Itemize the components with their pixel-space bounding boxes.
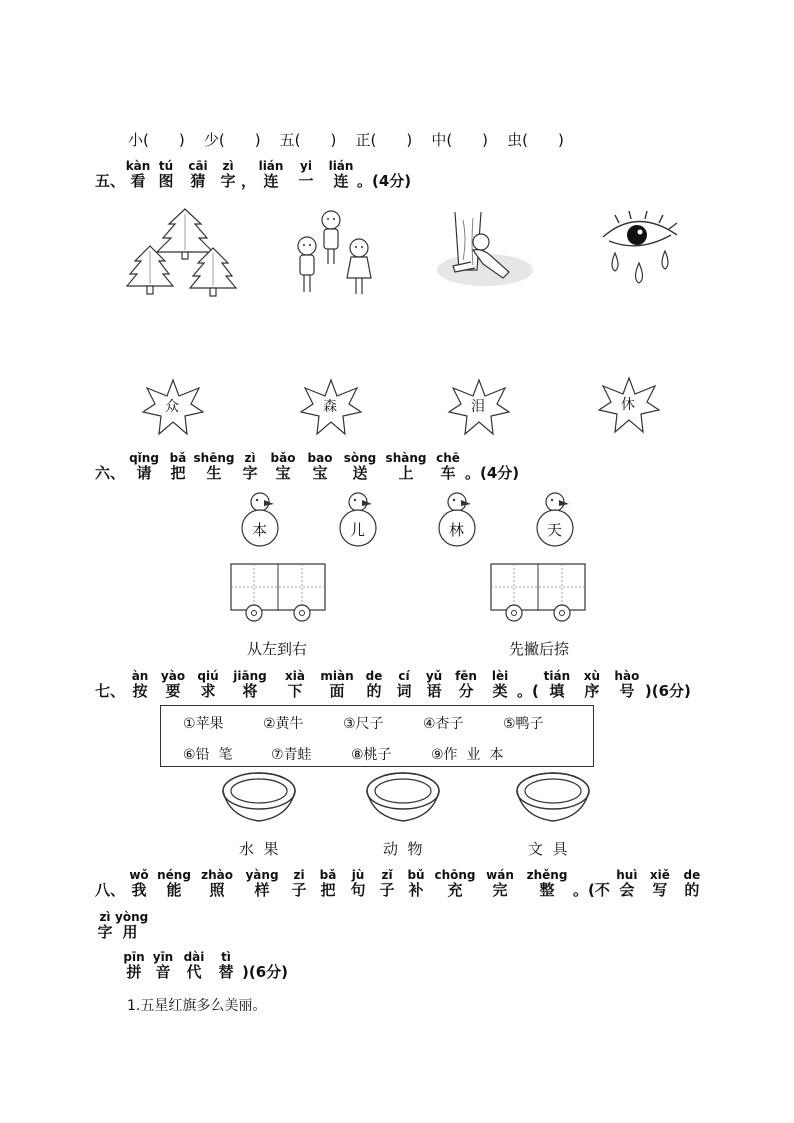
q4-char-paren-line (128, 129, 564, 150)
person-resting-by-tree-picture (433, 210, 535, 292)
bowl-icon[interactable] (515, 771, 591, 827)
train-car-icon (230, 563, 326, 625)
q4-item: 小( ) (128, 131, 185, 149)
bowl-label: 动 物 (383, 840, 423, 858)
q5-heading: 五、 kàn 看 tú 图 cāi 猜 zì 字 ， lián 连 yi 一 lián 连 。(4分) (95, 159, 412, 190)
bowl-icon[interactable] (365, 771, 441, 827)
q7-heading: 七、 àn 按 yào 要 qiú 求 jiāng 将 xià 下 miàn 面 de 的 cí 词 yǔ 语 fēn 分 lèi 类 。( tián 填 xù 序 hào 号 )(6分) (95, 669, 691, 700)
q8-heading: 八、 wǒ 我 néng 能 zhào 照 yàng 样 zi 子 bǎ 把 jù 句 zǐ 子 bǔ 补 chōng 充 wán 完 zhěng 整 。(不 huì 会 xiě 写 de 的 (95, 868, 701, 899)
q7-number: 七、 (95, 682, 126, 700)
crying-eye-picture (599, 211, 683, 293)
word-item: ⑧桃子 (351, 747, 392, 763)
leaf-card-sen[interactable] (299, 378, 363, 436)
car-from-left-to-right[interactable] (230, 563, 326, 625)
q8-heading-line2: zì 字 yòng 用 (97, 910, 149, 941)
q4-item: 中( ) (431, 131, 489, 149)
word-item: ⑨作 业 本 (431, 747, 504, 763)
three-trees-picture (125, 206, 240, 298)
snowman-character-ben[interactable] (238, 490, 282, 548)
car-pie-before-na[interactable] (490, 563, 586, 625)
word-item: ⑥铅 笔 (183, 747, 233, 763)
snowman-character-lin[interactable] (435, 490, 479, 548)
word-item: ①苹果 (183, 716, 224, 732)
leaf-card-zhong[interactable] (141, 378, 205, 436)
q4-item: 虫( ) (507, 131, 564, 149)
leaf-card-xiu[interactable] (597, 376, 661, 434)
car-caption: 先撇后捺 (509, 640, 570, 658)
three-children-picture (293, 208, 383, 298)
q5-number: 五、 (95, 172, 126, 190)
leaf-card-lei[interactable] (447, 378, 511, 436)
word-list-box (160, 705, 594, 767)
snowman-char: 林 (449, 521, 465, 539)
bowl-label: 水 果 (239, 840, 279, 858)
q4-item: 少( ) (203, 131, 261, 149)
snowman-char: 儿 (350, 521, 366, 539)
word-item: ⑦青蛙 (271, 747, 312, 763)
word-item: ④杏子 (423, 716, 464, 732)
bowl-icon[interactable] (221, 771, 297, 827)
car-caption: 从左到右 (247, 640, 308, 658)
q6-heading: 六、 qǐng 请 bǎ 把 shēng 生 zì 字 bǎo 宝 bao 宝 sòng 送 shàng 上 chē 车 。(4分) (95, 451, 520, 482)
leaf-char: 泪 (471, 399, 485, 415)
word-item: ⑤鸭子 (503, 716, 544, 732)
q8-number: 八、 (95, 881, 126, 899)
q8-sentence-1: 1.五星红旗多么美丽。 (127, 998, 267, 1014)
leaf-char: 森 (323, 399, 337, 415)
snowman-character-tian[interactable] (533, 490, 577, 548)
leaf-char: 众 (165, 399, 179, 415)
q4-item: 五( ) (279, 131, 337, 149)
leaf-char: 休 (621, 397, 635, 413)
snowman-char: 本 (252, 521, 268, 539)
q4-item: 正( ) (355, 131, 413, 149)
bowl-label: 文 具 (528, 840, 568, 858)
q6-number: 六、 (95, 464, 126, 482)
word-item: ②黄牛 (263, 716, 304, 732)
q8-heading-line3: pīn 拼 yīn 音 dài 代 tì 替 )(6分) (123, 950, 289, 981)
train-car-icon (490, 563, 586, 625)
word-item: ③尺子 (343, 716, 384, 732)
snowman-char: 天 (547, 521, 563, 539)
snowman-character-er[interactable] (336, 490, 380, 548)
